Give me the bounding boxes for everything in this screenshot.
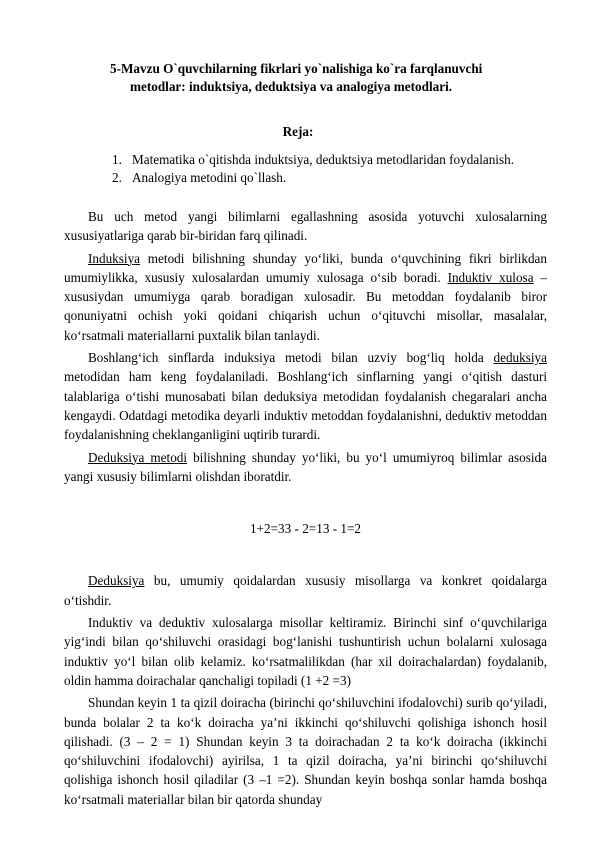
title-line-2: metodlar: induktsiya, deduktsiya va analogiya metodlari. [130, 79, 453, 94]
term-deduksiya: Deduksiya [88, 573, 145, 589]
term-deduksiya: deduksiya [493, 350, 547, 366]
paragraph-circles-example: Shundan keyin 1 ta qizil doiracha (birinchi qo‘shiluvchini ifodalovchi) surib qo‘yiladi, bunda bolalar 2 ta ko‘k doiracha ya’ni ikkinchi qo‘shiluvchi qolishiga ishonch hosil qilishadi. (3 – 2 = 1) Shundan keyin 3 ta doirachadan 2 ta ko‘k doiracha (ikkinchi qo‘shiluvchini ifodalovchi) ayirilsa, 1 ta qizil doiracha, ya’ni birinchi qo‘shiluvchi qolishiga ishonch hosil qiladilar (3 –1 =2). Shundan keyin boshqa sonlar hamda boshqa ko‘rsatmali materiallar bilan bir qatorda shunday [64, 695, 547, 807]
plan-item-text: Matematika o`qitishda induktsiya, deduktsiya metodlaridan foydalanish. [132, 152, 514, 167]
plan-item-number: 1. [112, 152, 122, 167]
paragraph-text: bu, umumiy qoidalardan xususiy misollarga va konkret qoidalarga o‘tishdir. [64, 573, 547, 608]
paragraph-text: bilishning shunday yo‘liki, bu yo‘l umumiyroq bilimlar asosida yangi xususiy bilimlarni olishdan iboratdir. [64, 449, 548, 484]
paragraph-intro: Bu uch metod yangi bilimlarni egallashning asosida yotuvchi xulosalarning xususiyatlariga qarab bir-biridan farq qilinadi. [64, 209, 547, 244]
term-deduksiya-metodi: Deduksiya metodi [88, 449, 188, 465]
paragraph-text: metodi bilishning shunday yo‘liki, bunda o‘quvchining fikri birlikdan umumiylikka, xususiy xulosalardan umumiy xulosaga o‘sib boradi. [64, 250, 547, 285]
term-induksiya: Induksiya [88, 250, 141, 266]
title-line-1: 5-Mavzu O`quvchilarning fikrlari yo`nalishiga ko`ra farqlanuvchi [110, 61, 483, 76]
plan-item-text: Analogiya metodini qo`llash. [132, 170, 287, 185]
topic-title [110, 60, 530, 96]
formula: 1+2=33 - 2=13 - 1=2 [249, 521, 362, 537]
plan-item-number: 2. [112, 170, 122, 185]
plan-item [112, 169, 514, 187]
plan-list [112, 151, 514, 187]
paragraph-examples: Induktiv va deduktiv xulosalarga misollar keltiramiz. Birinchi sinf o‘quvchilariga yig‘indi bilan qo‘shiluvchi orasidagi bog‘lanishi tushuntirish uchun bolalarni xulosaga induktiv yo‘l bilan olib kelamiz. ko‘rsatmalilikdan (har xil doirachalardan) foydalanib, oldin hamma doirachalar qanchaligi topiladi (1 +2 =3) [64, 615, 547, 688]
paragraph-deduction-method [64, 448, 547, 487]
paragraph-primary-classes [64, 348, 547, 444]
paragraph-text: Boshlang‘ich sinflarda induksiya metodi bilan uzviy bog‘liq holda [88, 350, 494, 366]
paragraph-text: – xususiydan umumiyga qarab boradigan xulosadir. Bu metoddan foydalanib biror qonuniyatni ochish yoki qoidani chiqarish uchun o‘qituvchi misollar, masalalar, ko‘rsatmali materiallarni puxtalik bilan tanlaydi. [64, 269, 548, 343]
paragraph-induction [64, 249, 547, 345]
plan-heading: Reja: [282, 124, 314, 139]
term-induktiv-xulosa: Induktiv xulosa [447, 269, 534, 285]
plan-item [112, 151, 514, 169]
paragraph-deduction-definition [64, 571, 547, 610]
body-text [64, 207, 547, 812]
paragraph-text: metodidan ham keng foydalaniladi. Boshlang‘ich sinflarning yangi o‘qitish dasturi talablariga o‘tishi munosabati bilan deduksiya metodidan foydalanish chegaralari ancha kengaydi. Odatdagi metodika deyarli induktiv metoddan foydalanishni, deduktiv metoddan foydalanishning cheklanganligini uqtirib turardi. [64, 369, 547, 443]
